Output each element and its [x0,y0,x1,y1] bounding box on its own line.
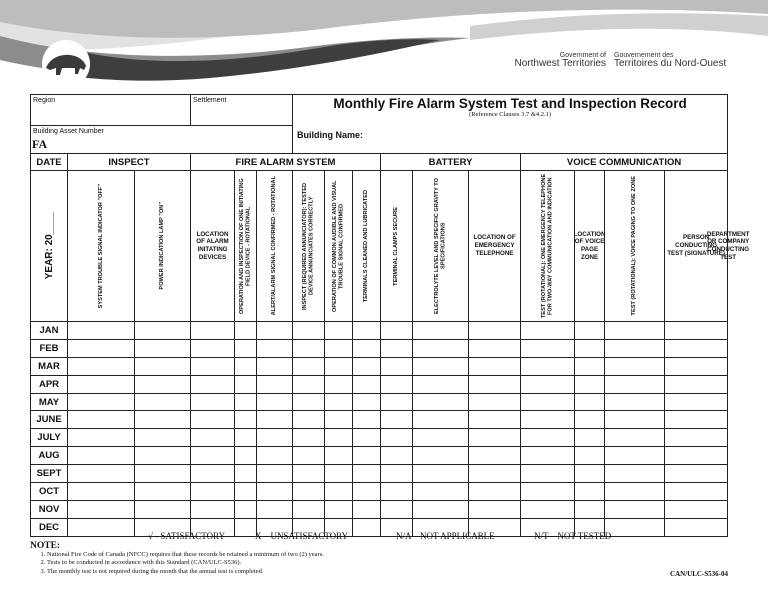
entry-cell[interactable] [257,483,293,501]
entry-cell[interactable] [191,322,235,340]
entry-cell[interactable] [665,465,728,483]
entry-cell[interactable] [381,465,413,483]
gov-fr-small: Gouvernement des [614,52,674,59]
entry-cell[interactable] [325,429,353,447]
entry-cell[interactable] [135,375,191,393]
entry-cell[interactable] [413,483,469,501]
col-electrolyte-level: ELECTROLYTE LEVEL AND SPECIFIC GRAVITY TO SPECIFICATIONS [434,178,447,314]
entry-cell[interactable] [191,429,235,447]
entry-cell[interactable] [293,339,325,357]
entry-cell[interactable] [665,429,728,447]
col-system-trouble-signal: SYSTEM TROUBLE SIGNAL INDICATOR "OFF" [97,183,104,309]
entry-cell[interactable] [68,393,135,411]
entry-cell[interactable] [68,339,135,357]
entry-cell[interactable] [469,393,521,411]
entry-cell[interactable] [665,393,728,411]
col-inspect-annunciator: INSPECT (REQUIRED ANNUNCIATOR): TESTED DEVICE ANNUNCIATES CORRECTLY [302,182,315,310]
entry-cell[interactable] [413,411,469,429]
entry-cell[interactable] [381,393,413,411]
month-label: APR [31,375,68,393]
month-label: JULY [31,429,68,447]
inspection-table [30,94,750,537]
entry-cell[interactable] [381,411,413,429]
legend-unsatisfactory: X – UNSATISFACTORY [255,531,349,541]
col-location-voice-page-zone: LOCATION OF VOICE PAGE ZONE [573,230,606,261]
entry-cell[interactable] [665,339,728,357]
entry-cell[interactable] [665,375,728,393]
entry-cell[interactable] [68,447,135,465]
asset-number-label: Building Asset Number [33,128,104,135]
entry-cell[interactable] [575,500,605,518]
region-field[interactable] [31,95,191,126]
entry-cell[interactable] [293,500,325,518]
entry-cell[interactable] [521,357,575,375]
entry-cell[interactable] [605,357,665,375]
entry-cell[interactable] [68,500,135,518]
gov-fr-big: Territoires du Nord-Ouest [614,58,727,70]
entry-cell[interactable] [575,322,605,340]
entry-cell[interactable] [293,357,325,375]
note-item: 2. Tests to be conducted in accordance with this Standard (CAN/ULC-S536). [47,559,324,567]
asset-number-field[interactable] [31,126,293,154]
entry-cell[interactable] [381,447,413,465]
month-label: DEC [31,518,68,536]
entry-cell[interactable] [325,500,353,518]
entry-cell[interactable] [191,483,235,501]
entry-cell[interactable] [381,429,413,447]
entry-cell[interactable] [521,322,575,340]
entry-cell[interactable] [605,375,665,393]
entry-cell[interactable] [665,447,728,465]
entry-cell[interactable] [325,411,353,429]
entry-cell[interactable] [235,500,257,518]
entry-cell[interactable] [413,375,469,393]
table-row [31,518,728,536]
entry-cell[interactable] [353,465,381,483]
form-title: Monthly Fire Alarm System Test and Inspection Record [333,96,687,111]
entry-cell[interactable] [605,518,665,536]
entry-cell[interactable] [575,465,605,483]
entry-cell[interactable] [68,411,135,429]
month-label: AUG [31,447,68,465]
entry-cell[interactable] [135,447,191,465]
entry-cell[interactable] [521,411,575,429]
entry-cell[interactable] [469,411,521,429]
group-inspect: INSPECT [68,154,191,171]
entry-cell[interactable] [293,411,325,429]
table-row [31,339,728,357]
notes [30,541,324,576]
entry-cell[interactable] [605,447,665,465]
entry-cell[interactable] [191,375,235,393]
entry-cell[interactable] [257,393,293,411]
entry-cell[interactable] [665,518,728,536]
entry-cell[interactable] [521,375,575,393]
entry-cell[interactable] [325,447,353,465]
entry-cell[interactable] [135,429,191,447]
gov-en-big: Northwest Territories [514,58,606,70]
month-label: JUNE [31,411,68,429]
entry-cell[interactable] [353,322,381,340]
entry-cell[interactable] [325,483,353,501]
entry-cell[interactable] [235,465,257,483]
entry-cell[interactable] [605,429,665,447]
entry-cell[interactable] [191,411,235,429]
entry-cell[interactable] [257,429,293,447]
entry-cell[interactable] [353,447,381,465]
entry-cell[interactable] [353,500,381,518]
col-test-voice-paging: TEST (ROTATIONAL): VOICE PAGING TO ONE ZONE [631,176,638,316]
entry-cell[interactable] [521,393,575,411]
entry-cell[interactable] [605,393,665,411]
entry-cell[interactable] [605,322,665,340]
entry-cell[interactable] [325,375,353,393]
entry-cell[interactable] [469,375,521,393]
standard-code: CAN/ULC-S536-04 [670,570,728,578]
entry-cell[interactable] [575,447,605,465]
table-row [31,375,728,393]
legend-satisfactory: √ - SATISFACTORY [148,531,226,541]
entry-cell[interactable] [135,357,191,375]
entry-cell[interactable] [353,357,381,375]
entry-cell[interactable] [575,483,605,501]
entry-cell[interactable] [381,357,413,375]
entry-cell[interactable] [68,322,135,340]
entry-cell[interactable] [413,339,469,357]
title-cell [293,95,728,126]
month-label: SEPT [31,465,68,483]
entry-cell[interactable] [257,447,293,465]
entry-cell[interactable] [353,518,381,536]
month-label: NOV [31,500,68,518]
entry-cell[interactable] [135,322,191,340]
group-voice: VOICE COMMUNICATION [521,154,728,171]
entry-cell[interactable] [68,429,135,447]
entry-cell[interactable] [575,357,605,375]
entry-cell[interactable] [257,375,293,393]
entry-cell[interactable] [135,483,191,501]
entry-cell[interactable] [235,447,257,465]
entry-cell[interactable] [353,429,381,447]
table-row [31,465,728,483]
entry-cell[interactable] [191,357,235,375]
entry-cell[interactable] [381,339,413,357]
entry-cell[interactable] [665,500,728,518]
entry-cell[interactable] [325,357,353,375]
entry-cell[interactable] [605,411,665,429]
legend-not-tested: N/T – NOT TESTED [534,531,612,541]
entry-cell[interactable] [135,339,191,357]
entry-cell[interactable] [235,429,257,447]
entry-cell[interactable] [68,483,135,501]
building-name-label: Building Name: [297,129,364,140]
settlement-label: Settlement [193,97,227,104]
table-row [31,357,728,375]
reference-clauses: (Reference Clauses 3.7 &4.2.1) [469,111,552,118]
entry-cell[interactable] [293,393,325,411]
header-banner [0,0,768,92]
col-location-emergency-telephone: LOCATION OF EMERGENCY TELEPHONE [473,234,516,257]
entry-cell[interactable] [469,322,521,340]
entry-cell[interactable] [257,357,293,375]
entry-cell[interactable] [469,483,521,501]
col-terminal-clamps: TERMINAL CLAMPS SECURE [393,206,400,286]
note-title: NOTE: [30,541,61,551]
entry-cell[interactable] [665,411,728,429]
group-battery: BATTERY [381,154,521,171]
entry-cell[interactable] [235,483,257,501]
entry-cell[interactable] [413,357,469,375]
table-row [31,322,728,340]
month-label: MAY [31,393,68,411]
gov-en-small: Government of [559,52,606,59]
entry-cell[interactable] [257,322,293,340]
entry-cell[interactable] [235,518,257,536]
col-terminals-cleaned: TERMINALS CLEANED AND LUBRICATED [363,189,370,303]
entry-cell[interactable] [235,322,257,340]
entry-cell[interactable] [257,339,293,357]
entry-cell[interactable] [135,465,191,483]
entry-cell[interactable] [293,375,325,393]
entry-cell[interactable] [353,375,381,393]
entry-cell[interactable] [413,393,469,411]
asset-number-value: FA [32,137,48,151]
entry-cell[interactable] [469,339,521,357]
entry-cell[interactable] [257,411,293,429]
month-label: OCT [31,483,68,501]
entry-cell[interactable] [293,429,325,447]
legend-not-applicable: N/A – NOT APPLICABLE [396,531,495,541]
entry-cell[interactable] [469,429,521,447]
entry-cell[interactable] [353,393,381,411]
entry-cell[interactable] [191,465,235,483]
entry-cell[interactable] [135,500,191,518]
region-label: Region [33,97,56,104]
group-fire-alarm: FIRE ALARM SYSTEM [191,154,381,171]
entry-cell[interactable] [293,465,325,483]
settlement-field[interactable] [191,95,293,126]
entry-cell[interactable] [68,375,135,393]
table-row [31,411,728,429]
entry-cell[interactable] [381,375,413,393]
entry-cell[interactable] [413,322,469,340]
entry-cell[interactable] [605,339,665,357]
entry-cell[interactable] [191,393,235,411]
entry-cell[interactable] [353,483,381,501]
table-row [31,500,728,518]
entry-cell[interactable] [325,339,353,357]
table-row [31,429,728,447]
entry-cell[interactable] [575,411,605,429]
entry-cell[interactable] [469,447,521,465]
entry-cell[interactable] [605,465,665,483]
entry-cell[interactable] [191,447,235,465]
year-label: YEAR: 20____ [43,212,55,280]
entry-cell[interactable] [235,357,257,375]
entry-cell[interactable] [469,465,521,483]
entry-cell[interactable] [575,393,605,411]
entry-cell[interactable] [381,322,413,340]
entry-cell[interactable] [353,411,381,429]
entry-cell[interactable] [68,518,135,536]
building-name-field[interactable] [293,126,728,154]
month-rows [31,322,728,537]
entry-cell[interactable] [469,357,521,375]
note-item: 1. National Fire Code of Canada (NFCC) requires that these records be retained a minimum of two (2) years. [47,551,324,559]
entry-cell[interactable] [521,447,575,465]
entry-cell[interactable] [325,393,353,411]
entry-cell[interactable] [325,322,353,340]
table-row [31,483,728,501]
entry-cell[interactable] [665,483,728,501]
year-cell[interactable] [31,171,68,322]
entry-cell[interactable] [235,393,257,411]
col-department-company: DEPARTMENT OR COMPANY CONDUCTING TEST [706,230,750,261]
entry-cell[interactable] [413,465,469,483]
entry-cell[interactable] [413,500,469,518]
entry-cell[interactable] [413,429,469,447]
col-common-trouble-signal: OPERATION OF COMMON AUDIBLE AND VISUAL TROUBLE SIGNAL CONFIRMED [332,180,345,312]
table-row [31,447,728,465]
entry-cell[interactable] [469,500,521,518]
month-label: JAN [31,322,68,340]
entry-cell[interactable] [521,429,575,447]
entry-cell[interactable] [521,500,575,518]
entry-cell[interactable] [665,322,728,340]
entry-cell[interactable] [293,322,325,340]
entry-cell[interactable] [605,483,665,501]
entry-cell[interactable] [521,483,575,501]
government-fr [614,52,726,70]
entry-cell[interactable] [257,465,293,483]
entry-cell[interactable] [68,465,135,483]
col-power-indication-lamp: POWER INDICATION LAMP "ON" [159,202,166,290]
col-test-emergency-telephone: TEST (ROTATIONAL): ONE EMERGENCY TELEPHONE FOR TWO-WAY COMMUNICATION AND INDICATION [541,173,554,319]
col-person-conducting-test: PERSON CONDUCTING TEST (SIGNATURE) [667,234,725,257]
entry-cell[interactable] [191,500,235,518]
table-row [31,393,728,411]
entry-cell[interactable] [381,500,413,518]
entry-cell[interactable] [257,500,293,518]
month-label: FEB [31,339,68,357]
month-label: MAR [31,357,68,375]
entry-cell[interactable] [381,483,413,501]
entry-cell[interactable] [325,465,353,483]
entry-cell[interactable] [293,447,325,465]
government-en [514,52,606,70]
entry-cell[interactable] [293,483,325,501]
entry-cell[interactable] [191,339,235,357]
entry-cell[interactable] [135,411,191,429]
entry-cell[interactable] [235,375,257,393]
entry-cell[interactable] [665,357,728,375]
entry-cell[interactable] [235,411,257,429]
entry-cell[interactable] [575,429,605,447]
col-alert-alarm-signal: ALERT/ALARM SIGNAL CONFIRMED - ROTATIONAL [271,176,278,316]
entry-cell[interactable] [575,375,605,393]
entry-cell[interactable] [135,393,191,411]
entry-cell[interactable] [413,447,469,465]
entry-cell[interactable] [575,339,605,357]
entry-cell[interactable] [605,500,665,518]
entry-cell[interactable] [353,339,381,357]
col-location-alarm-devices: LOCATION OF ALARM INITATING DEVICES [196,230,229,261]
entry-cell[interactable] [235,339,257,357]
note-item: 3. The monthly test is not required during the month that the annual test is completed. [47,568,324,576]
group-date: DATE [31,154,68,171]
entry-cell[interactable] [521,339,575,357]
entry-cell[interactable] [68,357,135,375]
entry-cell[interactable] [521,465,575,483]
col-operation-initiating-device: OPERATION AND INSPECTION OF ONE INITIATING FIELD DEVICE - ROTATIONAL [239,178,252,314]
